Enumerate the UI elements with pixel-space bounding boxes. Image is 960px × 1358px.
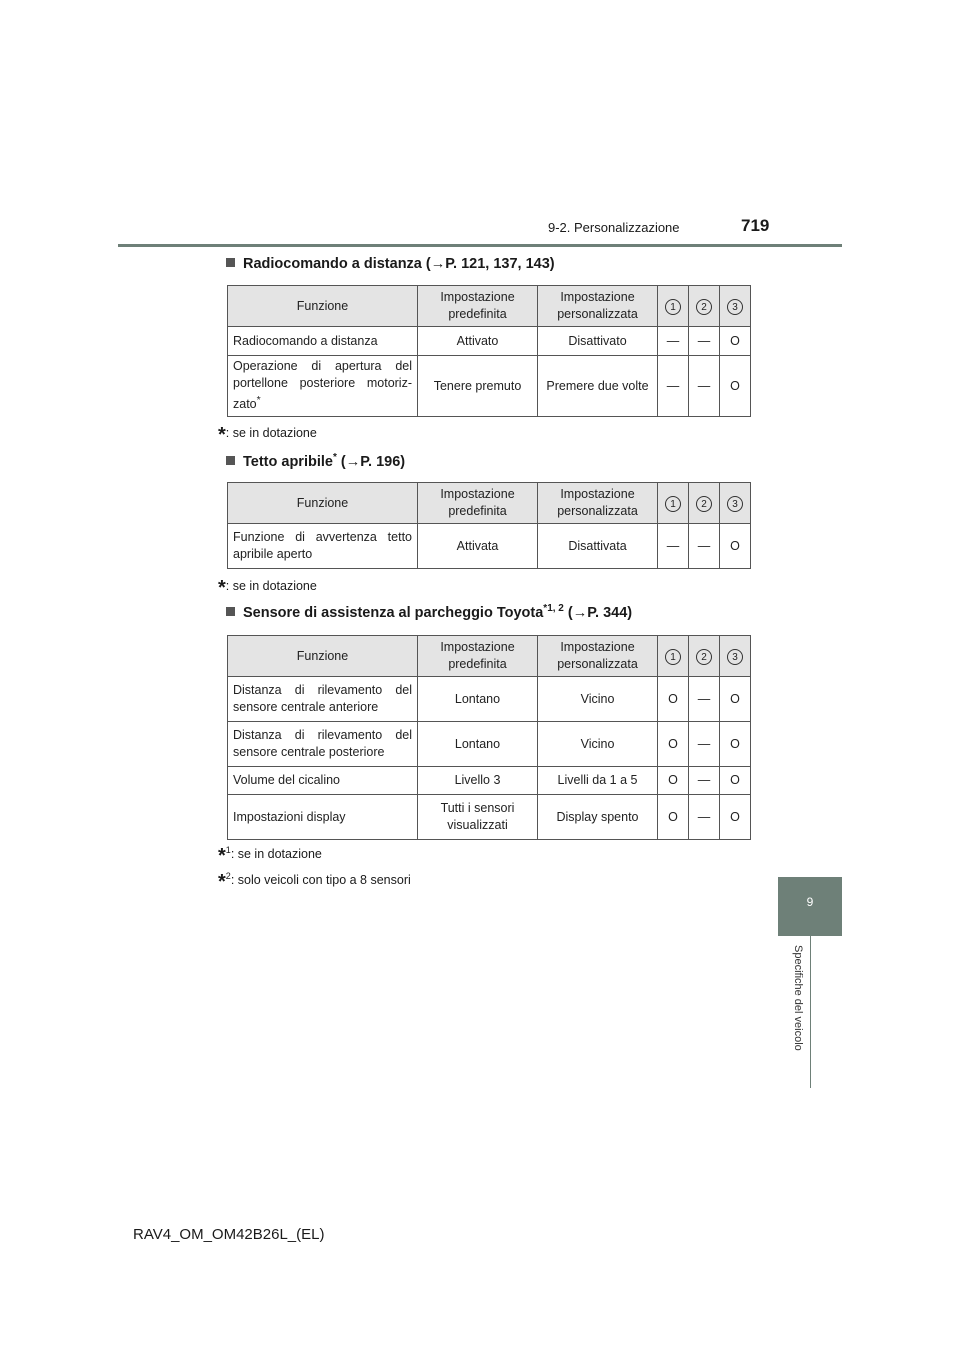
section-title-ref: (→P. 196) (336, 453, 406, 470)
circled-number-3: 3 (727, 299, 743, 315)
col-header-2 (689, 636, 720, 677)
cell-funzione (228, 356, 418, 417)
section-title-ref: (→P. 344) (563, 604, 633, 621)
footnote-star: * (218, 424, 226, 446)
table-row (228, 677, 751, 722)
chapter-label: Specifiche del veicolo (792, 945, 804, 1051)
cell-mode-3: O (720, 677, 751, 722)
cell-custom: Disattivato (538, 327, 658, 356)
cell-mode-1: — (658, 327, 689, 356)
col-header-custom: Impostazione personalizzata (538, 636, 658, 677)
table-header-row (228, 286, 751, 327)
table-row (228, 795, 751, 840)
cell-mode-1: O (658, 767, 689, 795)
col-header-funzione: Funzione (228, 286, 418, 327)
cell-default: Attivato (418, 327, 538, 356)
cell-mode-3: O (720, 722, 751, 767)
cell-default: Lontano (418, 722, 538, 767)
cell-default: Tenere premuto (418, 356, 538, 417)
cell-mode-2: — (689, 795, 720, 840)
footnote-star: * (218, 871, 226, 894)
footnote-text: : se in dotazione (225, 426, 317, 440)
table-row (228, 524, 751, 569)
col-header-default: Impostazione predefinita (418, 636, 538, 677)
cell-default: Lontano (418, 677, 538, 722)
cell-funzione: Distanza di rilevamento del sensore centrale posteriore (228, 722, 418, 767)
section-title-text: Tetto apribile (243, 453, 333, 470)
table-row (228, 767, 751, 795)
footnote-text: : se in dotazione (225, 579, 317, 593)
col-header-default: Impostazione predefinita (418, 483, 538, 524)
col-header-1 (658, 636, 689, 677)
circled-number-1: 1 (665, 496, 681, 512)
circled-number-3: 3 (727, 649, 743, 665)
col-header-2 (689, 286, 720, 327)
cell-funzione-text: Operazione di apertura del portellone posteriore motoriz- zato (233, 359, 412, 412)
footnote-marker: * (256, 395, 261, 407)
cell-custom: Vicino (538, 677, 658, 722)
cell-funzione: Volume del cicalino (228, 767, 418, 795)
page-number: 719 (741, 216, 770, 235)
col-header-custom: Impostazione personalizzata (538, 286, 658, 327)
cell-funzione: Impostazioni display (228, 795, 418, 840)
table-row (228, 722, 751, 767)
circled-number-1: 1 (665, 299, 681, 315)
circled-number-1: 1 (665, 649, 681, 665)
cell-mode-2: — (689, 677, 720, 722)
table-header-row (228, 483, 751, 524)
running-header-section: 9-2. Personalizzazione (548, 220, 680, 235)
col-header-3 (720, 636, 751, 677)
footnote-text: : se in dotazione (230, 847, 322, 862)
circled-number-2: 2 (696, 649, 712, 665)
footnote-text: : solo veicoli con tipo a 8 sensori (230, 873, 411, 888)
section-title-text: Sensore di assistenza al parcheggio Toyota (243, 604, 544, 621)
circled-number-3: 3 (727, 496, 743, 512)
cell-custom: Livelli da 1 a 5 (538, 767, 658, 795)
cell-mode-3: O (720, 795, 751, 840)
cell-default: Tutti i sensori visualizzati (418, 795, 538, 840)
circled-number-2: 2 (696, 496, 712, 512)
cell-mode-2: — (689, 722, 720, 767)
footnote-section1 (218, 424, 317, 447)
section-title-text: Radiocomando a distanza (→P. 121, 137, 143) (243, 256, 555, 272)
cell-mode-1: O (658, 795, 689, 840)
document-code: RAV4_OM_OM42B26L_(EL) (133, 1226, 325, 1243)
table-header-row (228, 636, 751, 677)
cell-mode-2: — (689, 524, 720, 569)
footnote-star: * (218, 845, 226, 868)
table-sunroof (227, 482, 751, 569)
section-title-sunroof (226, 452, 405, 470)
header-rule (118, 244, 842, 247)
chapter-number: 9 (806, 895, 814, 909)
cell-mode-3: O (720, 524, 751, 569)
col-header-funzione: Funzione (228, 483, 418, 524)
chapter-tab-line (810, 936, 811, 1088)
cell-mode-2: — (689, 356, 720, 417)
cell-mode-1: O (658, 677, 689, 722)
cell-funzione: Funzione di avvertenza tetto apribile aperto (228, 524, 418, 569)
cell-funzione: Distanza di rilevamento del sensore centrale anteriore (228, 677, 418, 722)
col-header-1 (658, 483, 689, 524)
col-header-3 (720, 483, 751, 524)
footnote-star: * (218, 577, 226, 599)
col-header-3 (720, 286, 751, 327)
footnote-section3-1 (218, 845, 322, 868)
col-header-funzione: Funzione (228, 636, 418, 677)
footnote-section3-2 (218, 871, 411, 894)
col-header-custom: Impostazione personalizzata (538, 483, 658, 524)
square-bullet-icon (226, 607, 235, 616)
cell-mode-1: O (658, 722, 689, 767)
cell-mode-1: — (658, 356, 689, 417)
cell-mode-3: O (720, 327, 751, 356)
section-title-marker: *1, 2 (543, 603, 564, 614)
square-bullet-icon (226, 456, 235, 465)
section-title-remote (226, 256, 555, 272)
table-row (228, 356, 751, 417)
table-row (228, 327, 751, 356)
cell-mode-1: — (658, 524, 689, 569)
footnote-section2 (218, 577, 317, 600)
cell-custom: Display spento (538, 795, 658, 840)
cell-mode-2: — (689, 327, 720, 356)
square-bullet-icon (226, 258, 235, 267)
cell-funzione: Radiocomando a distanza (228, 327, 418, 356)
footnote-number: 2 (225, 871, 231, 881)
footnote-number: 1 (225, 845, 231, 855)
table-remote-control (227, 285, 751, 417)
section-title-parking-sensor (226, 603, 632, 621)
col-header-2 (689, 483, 720, 524)
table-parking-sensor (227, 635, 751, 840)
cell-custom: Vicino (538, 722, 658, 767)
cell-default: Attivata (418, 524, 538, 569)
cell-custom: Disattivata (538, 524, 658, 569)
section-title-marker: * (332, 452, 337, 463)
circled-number-2: 2 (696, 299, 712, 315)
cell-default: Livello 3 (418, 767, 538, 795)
cell-custom: Premere due volte (538, 356, 658, 417)
cell-mode-3: O (720, 767, 751, 795)
cell-mode-3: O (720, 356, 751, 417)
col-header-default: Impostazione predefinita (418, 286, 538, 327)
cell-mode-2: — (689, 767, 720, 795)
col-header-1 (658, 286, 689, 327)
